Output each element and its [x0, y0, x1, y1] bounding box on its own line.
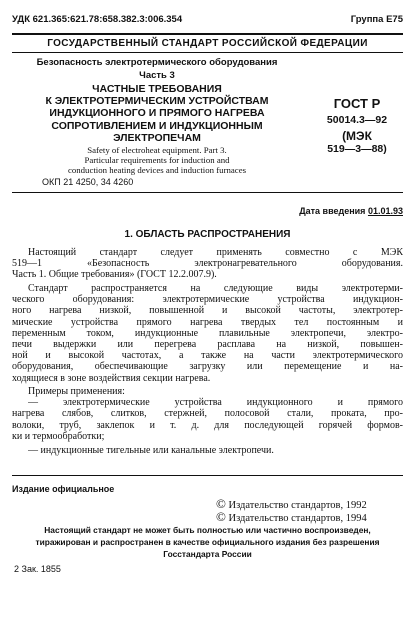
paragraph-coverage-continued	[12, 294, 403, 384]
examples-label	[28, 386, 403, 408]
english-title-line: Particular requirements for induction and	[84, 155, 230, 165]
text-line: ки и термообработки;	[12, 430, 105, 442]
text-line: Настоящий стандарт следует применять совместно с МЭК	[28, 247, 403, 258]
notice-line: Настоящий стандарт не может быть полностью или частично воспроизведен,	[44, 525, 371, 535]
english-title	[12, 145, 302, 175]
title-line: ЧАСТНЫЕ ТРЕБОВАНИЯ	[92, 83, 222, 95]
iec-label: (МЭК	[342, 129, 372, 143]
copyright-symbol: ©	[216, 496, 226, 511]
header-rule-bottom	[12, 52, 403, 53]
series-title: Безопасность электротермического оборудования	[36, 57, 278, 68]
text-line: — электротермические устройства индукционного и прямого	[28, 397, 403, 409]
copyright-text: Издательство стандартов, 1994	[228, 513, 367, 524]
paragraph-scope-continued	[12, 258, 403, 280]
state-standard-title: ГОСУДАРСТВЕННЫЙ СТАНДАРТ РОССИЙСКОЙ ФЕДЕРАЦИИ	[47, 38, 368, 49]
group-code: Группа Е75	[350, 14, 403, 25]
text-line: — индукционные тигельные или канальные электропечи.	[28, 445, 274, 456]
examples-list-last	[28, 445, 403, 456]
intro-date-label: Дата введения	[299, 206, 366, 216]
title-line: К ЭЛЕКТРОТЕРМИЧЕСКИМ УСТРОЙСТВАМ	[45, 95, 269, 108]
copyright-symbol: ©	[216, 509, 226, 524]
title-line: ЭЛЕКТРОПЕЧАМ	[113, 131, 201, 144]
examples-list	[12, 408, 403, 442]
intro-date	[299, 206, 403, 216]
text-line: ной и высокой частотах, а также на части электротермического	[12, 350, 403, 362]
footer-rule	[12, 475, 403, 476]
section-heading: 1. ОБЛАСТЬ РАСПРОСТРАНЕНИЯ	[124, 229, 291, 240]
notice-line: Госстандарта России	[163, 549, 252, 559]
intro-date-value: 01.01.93	[367, 206, 403, 216]
notice-line: тиражирован и распространен в качестве официального издания без разрешения	[35, 537, 380, 547]
text-line: ного нагрева низкой, повышенной и высокой частоты, электротер-	[12, 305, 403, 317]
text-line: волоки, труб, заклепок и т. д. для последующей горячей формов-	[12, 419, 403, 431]
english-title-line: Safety of electroheat equipment. Part 3.	[87, 145, 227, 155]
title-line: СОПРОТИВЛЕНИЕМ И ИНДУКЦИОННЫМ	[51, 119, 263, 132]
paragraph-scope	[28, 247, 403, 258]
header-rule-top	[12, 33, 403, 35]
reproduction-notice	[12, 524, 403, 560]
part-number: Часть 3	[139, 70, 175, 81]
text-line: нагрева слябов, слитков, стержней, полосовой стали, проката, про-	[12, 408, 403, 420]
text-line: оборудования, обеспечивающие загрузку или перемещение и на-	[12, 361, 403, 373]
text-line: Примеры применения:	[28, 386, 125, 397]
text-line: переменным током, индукционные плавильные электропечи, электро-	[12, 327, 403, 339]
gost-label: ГОСТ Р	[333, 96, 381, 111]
text-line: ческого оборудования: электротермические устройства индукцион-	[12, 294, 403, 306]
text-line: Часть 1. Общие требования» (ГОСТ 12.2.007.9).	[12, 269, 217, 281]
iec-number: 519—3—88)	[327, 143, 387, 155]
gost-number: 50014.3—92	[326, 114, 388, 126]
text-line: мические устройства прямого нагрева твердых тел постоянным и	[12, 316, 403, 328]
title-line: ИНДУКЦИОННОГО И ПРЯМОГО НАГРЕВА	[49, 107, 265, 120]
okp-code: ОКП 21 4250, 34 4260	[42, 177, 134, 187]
title-block-rule	[12, 192, 403, 193]
standard-title	[12, 83, 302, 144]
copyright-1994	[216, 509, 367, 525]
text-line: ходящиеся в зоне воздействия секции нагрева.	[12, 372, 211, 384]
official-edition: Издание официальное	[12, 484, 115, 494]
text-line: Стандарт распространяется на следующие виды электротерми-	[28, 283, 403, 294]
paragraph-coverage	[28, 283, 403, 294]
udk-code: УДК 621.365:621.78:658.382.3:006.354	[12, 14, 183, 25]
copyright-text: Издательство стандартов, 1992	[228, 500, 367, 511]
english-title-line: conduction heating devices and induction furnaces	[67, 165, 247, 175]
text-line: 519—1 «Безопасность электронагревательного оборудования.	[12, 258, 403, 270]
text-line: печи выдержки или перегрева расплава на низкой, повышен-	[12, 338, 403, 350]
order-number: 2 Зак. 1855	[14, 564, 61, 574]
